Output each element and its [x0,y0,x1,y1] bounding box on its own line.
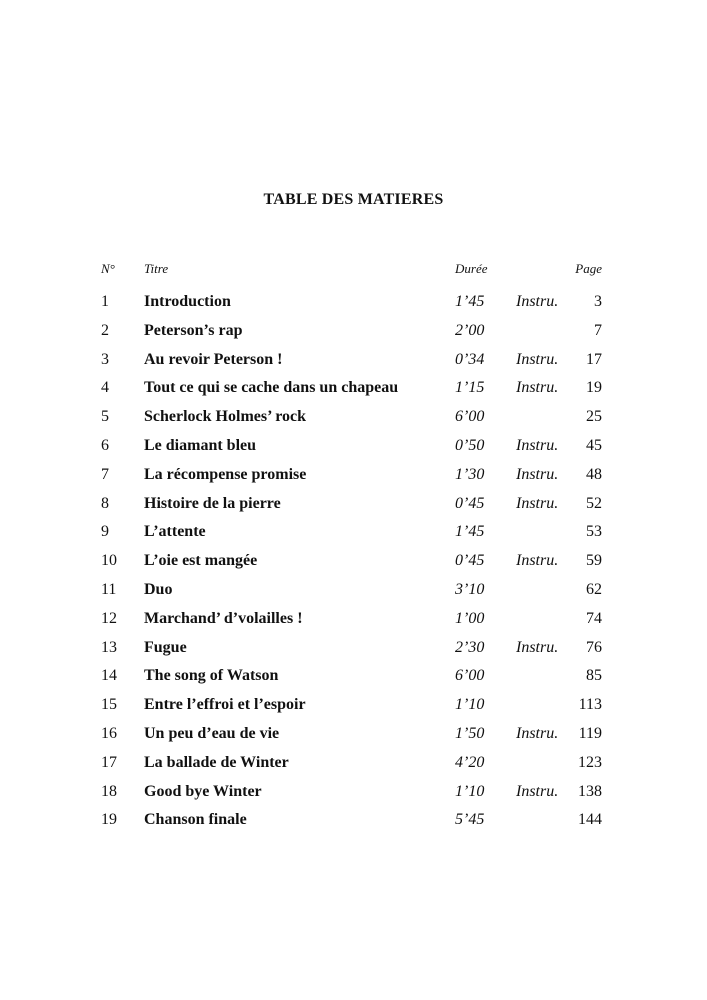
row-page: 59 [586,552,602,570]
row-title: Histoire de la pierre [144,494,281,512]
row-instru: Instru. [516,379,559,397]
row-duration: 3’10 [455,581,485,598]
row-duration: 1’30 [455,465,485,483]
row-duration: 0’34 [455,350,485,368]
row-title: Au revoir Peterson ! [144,350,283,368]
header-title: Titre [144,261,169,276]
row-page: 3 [594,293,602,310]
row-number: 8 [101,494,109,512]
row-number: 9 [101,523,109,541]
row-duration: 1’10 [455,696,485,714]
row-duration: 1’15 [455,379,485,397]
row-duration: 1’10 [455,782,485,800]
row-number: 3 [101,350,109,368]
row-title: The song of Watson [144,667,279,685]
row-title: Chanson finale [144,811,247,829]
row-page: 48 [586,465,602,483]
table-row [0,406,707,428]
row-page: 7 [594,321,602,339]
row-number: 7 [101,465,109,483]
row-page: 62 [586,581,602,598]
row-number: 19 [101,811,117,829]
row-duration: 1’45 [455,523,485,541]
row-duration: 0’45 [455,494,485,512]
row-page: 119 [578,725,602,742]
table-row [0,665,707,687]
row-duration: 5’45 [455,811,485,829]
toc-header-row [0,258,707,280]
table-row [0,608,707,630]
table-row [0,752,707,774]
row-number: 13 [101,638,117,656]
row-page: 113 [578,696,602,714]
row-title: Tout ce qui se cache dans un chapeau [144,379,399,397]
table-row [0,521,707,543]
row-page: 76 [586,638,602,656]
row-number: 17 [101,753,117,771]
row-duration: 1’50 [455,725,485,742]
table-row [0,809,707,831]
row-number: 14 [101,667,117,685]
page-title: TABLE DES MATIERES [263,191,444,208]
row-title: Duo [144,581,173,598]
row-number: 16 [101,725,117,742]
row-number: 6 [101,437,109,454]
row-duration: 0’50 [455,437,485,454]
table-row [0,694,707,716]
row-number: 2 [101,321,109,339]
table-row [0,349,707,371]
row-duration: 2’00 [455,321,485,339]
row-page: 123 [578,753,602,771]
row-page: 138 [578,782,602,800]
row-title: Un peu d’eau de vie [144,725,280,742]
row-instru: Instru. [516,552,559,570]
row-title: L’oie est mangée [144,552,258,570]
row-title: Fugue [144,638,187,656]
row-number: 5 [101,408,109,426]
table-row [0,550,707,572]
row-duration: 1’45 [455,293,485,310]
row-instru: Instru. [516,638,559,656]
row-title: Good bye Winter [144,782,262,800]
table-row [0,637,707,659]
row-instru: Instru. [516,350,559,368]
row-title: L’attente [144,523,206,541]
row-number: 1 [101,293,109,310]
row-number: 4 [101,379,109,397]
row-duration: 1’00 [455,609,485,627]
row-instru: Instru. [516,437,559,454]
table-row [0,579,707,601]
header-page: Page [575,261,602,276]
row-number: 15 [101,696,117,714]
table-row [0,320,707,342]
row-duration: 0’45 [455,552,485,570]
row-number: 10 [101,552,117,570]
row-duration: 6’00 [455,667,485,685]
table-row [0,781,707,803]
row-instru: Instru. [516,465,559,483]
row-title: La ballade de Winter [144,753,289,771]
header-duration: Durée [455,261,488,276]
row-duration: 4’20 [455,753,485,771]
row-title: La récompense promise [144,465,307,483]
row-page: 74 [586,609,602,627]
table-row [0,493,707,515]
row-instru: Instru. [516,725,559,742]
row-instru: Instru. [516,494,559,512]
row-duration: 2’30 [455,638,485,656]
table-row [0,435,707,457]
row-instru: Instru. [516,293,559,310]
row-duration: 6’00 [455,408,485,426]
row-title: Entre l’effroi et l’espoir [144,696,306,714]
row-page: 52 [586,494,602,512]
row-number: 11 [101,581,117,598]
row-page: 45 [586,437,602,454]
row-number: 12 [101,609,117,627]
row-title: Introduction [144,293,231,310]
row-title: Scherlock Holmes’ rock [144,408,307,426]
table-row [0,291,707,313]
row-page: 53 [586,523,602,541]
header-number: N° [101,261,115,276]
row-title: Marchand’ d’volailles ! [144,609,303,627]
row-page: 25 [586,408,602,426]
row-page: 85 [586,667,602,685]
row-title: Le diamant bleu [144,437,257,454]
row-title: Peterson’s rap [144,321,243,339]
row-page: 144 [578,811,602,829]
table-row [0,723,707,745]
row-page: 17 [586,350,602,368]
row-page: 19 [586,379,602,397]
row-number: 18 [101,782,117,800]
row-instru: Instru. [516,782,559,800]
table-row [0,377,707,399]
table-row [0,464,707,486]
